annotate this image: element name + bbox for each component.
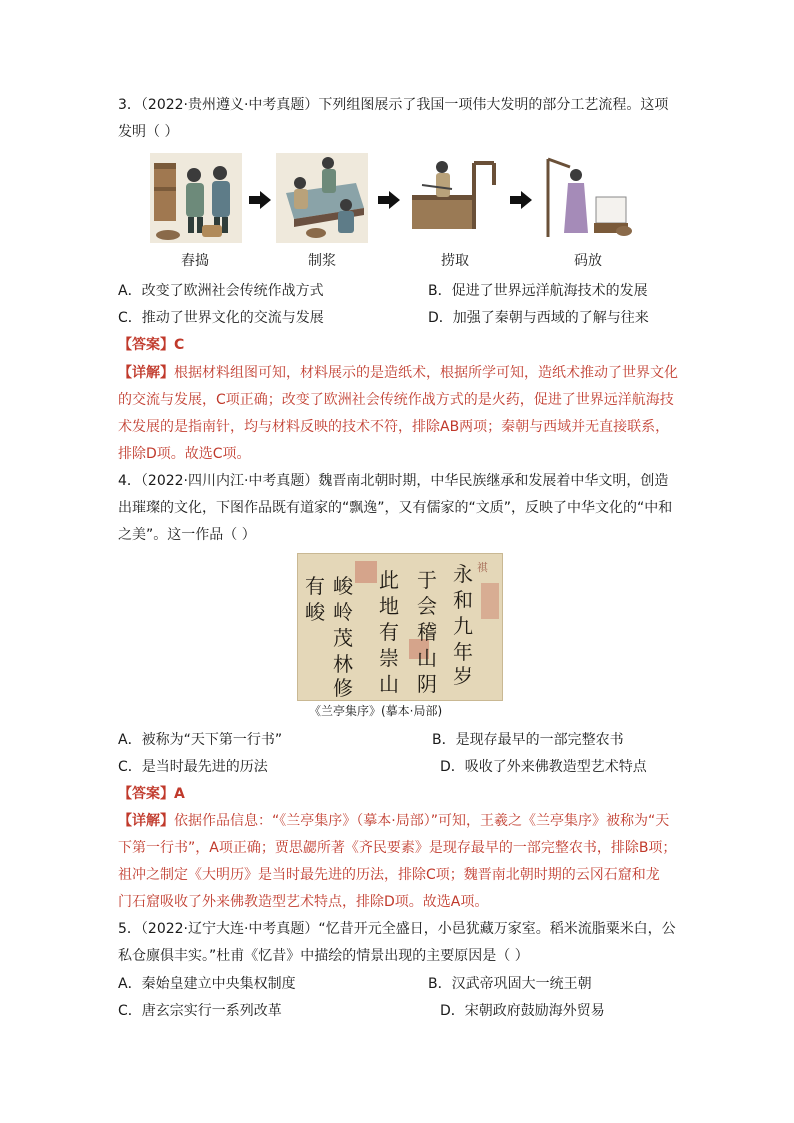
q4-option-c: C．是当时最先进的历法 [118, 759, 268, 775]
answer-value: A [174, 786, 185, 802]
q4-analysis-line4: 门石窟吸收了外来佛教造型艺术特点，排除D项。故选A项。 [118, 894, 489, 910]
arrow-right-icon [378, 191, 400, 213]
svg-text:年: 年 [453, 640, 473, 664]
q4-option-d: D．吸收了外来佛教造型艺术特点 [440, 759, 647, 775]
q3-option-a: A．改变了欧洲社会传统作战方式 [118, 283, 324, 299]
calligraphy-image [297, 553, 503, 701]
analysis-label: 【详解】 [118, 813, 174, 829]
svg-text:永: 永 [453, 562, 473, 586]
analysis-label: 【详解】 [118, 365, 174, 381]
q3-analysis-line4: 排除D项。故选C项。 [118, 446, 251, 462]
stacking-illustration [540, 153, 636, 243]
answer-value: C [174, 337, 185, 353]
svg-text:峻: 峻 [333, 574, 353, 598]
q3-analysis-line3: 术发展的是指南针，均与材料反映的技术不符，排除AB两项；秦朝与西域并无直接联系， [118, 419, 670, 435]
arrow-right-icon [249, 191, 271, 213]
q3-stem-line2: 发明（ ） [118, 124, 179, 140]
svg-text:有: 有 [379, 620, 399, 644]
q4-analysis-line3: 祖冲之制定《大明历》是当时最先进的历法，排除C项；魏晋南北朝时期的云冈石窟和龙 [118, 867, 660, 883]
caption-stacking: 码放 [574, 253, 602, 269]
arrow-right-icon [510, 191, 532, 213]
q3-option-c: C．推动了世界文化的交流与发展 [118, 310, 324, 326]
svg-text:会: 会 [417, 594, 437, 618]
svg-text:于: 于 [417, 568, 437, 592]
svg-text:山: 山 [379, 672, 399, 696]
q5-stem-line2: 私仓廪俱丰实。”杜甫《忆昔》中描绘的情景出现的主要原因是（ ） [118, 948, 529, 964]
svg-text:阴: 阴 [417, 672, 437, 696]
q4-stem-line3: 之美”。这一作品（ ） [118, 527, 256, 543]
q4-option-b: B．是现存最早的一部完整农书 [432, 732, 624, 748]
svg-text:九: 九 [453, 614, 473, 638]
svg-text:山: 山 [417, 646, 437, 670]
pounding-illustration [150, 153, 242, 243]
q3-stem-line1: 3．（2022·贵州遵义·中考真题）下列组图展示了我国一项伟大发明的部分工艺流程。这项 [118, 97, 669, 113]
svg-text:林: 林 [333, 652, 353, 676]
svg-text:修: 修 [333, 676, 353, 700]
q4-stem-line1: 4．（2022·四川内江·中考真题）魏晋南北朝时期，中华民族继承和发展着中华文明，创造 [118, 473, 669, 489]
caption-pulping: 制浆 [308, 253, 336, 269]
svg-text:茂: 茂 [333, 626, 353, 650]
q3-option-d: D．加强了秦朝与西域的了解与往来 [428, 310, 649, 326]
q3-answer-row [118, 335, 184, 355]
q4-option-a: A．被称为“天下第一行书” [118, 732, 283, 748]
q3-analysis-line2: 的交流与发展，C项正确；改变了欧洲社会传统作战方式的是火药，促进了世界远洋航海技 [118, 392, 674, 408]
svg-text:稽: 稽 [417, 620, 437, 644]
caption-pounding: 舂捣 [181, 253, 209, 269]
q5-option-c: C．唐玄宗实行一系列改革 [118, 1003, 282, 1019]
svg-text:崇: 崇 [379, 646, 399, 670]
q3-analysis-line1: 【详解】根据材料组图可知，材料展示的是造纸术，根据所学可知，造纸术推动了世界文化 [118, 365, 678, 381]
q4-analysis-line2: 下第一行书”，A项正确；贾思勰所著《齐民要素》是现存最早的一部完整农书，排除B项； [118, 840, 677, 856]
svg-text:地: 地 [379, 594, 399, 618]
answer-label: 【答案】 [118, 786, 174, 802]
calligraphy-caption: 《兰亭集序》(摹本·局部) [309, 704, 443, 718]
scooping-illustration [408, 155, 500, 241]
q4-stem-line2: 出璀璨的文化，下图作品既有道家的“飘逸”，又有儒家的“文质”，反映了中华文化的“中和 [118, 500, 673, 516]
q4-analysis-line1: 【详解】依据作品信息：“《兰亭集序》（摹本·局部）”可知，王羲之《兰亭集序》被称为“天 [118, 813, 670, 829]
q5-stem-line1: 5．（2022·辽宁大连·中考真题）“忆昔开元全盛日，小邑犹藏万家室。稻米流脂粟米白，公 [118, 921, 676, 937]
svg-text:峻: 峻 [305, 600, 325, 624]
caption-scooping: 捞取 [441, 253, 469, 269]
answer-label: 【答案】 [118, 337, 174, 353]
svg-text:和: 和 [453, 588, 473, 612]
svg-text:此: 此 [379, 568, 399, 592]
svg-text:有: 有 [305, 574, 325, 598]
q4-answer-row [118, 784, 185, 804]
q5-option-b: B．汉武帝巩固大一统王朝 [428, 976, 592, 992]
svg-text:岭: 岭 [333, 600, 353, 624]
q3-option-b: B．促进了世界远洋航海技术的发展 [428, 283, 648, 299]
q5-option-a: A．秦始皇建立中央集权制度 [118, 976, 296, 992]
q5-option-d: D．宋朝政府鼓励海外贸易 [440, 1003, 605, 1019]
pulping-illustration [276, 153, 368, 243]
svg-text:褀: 褀 [477, 561, 488, 574]
svg-text:岁: 岁 [453, 664, 473, 688]
